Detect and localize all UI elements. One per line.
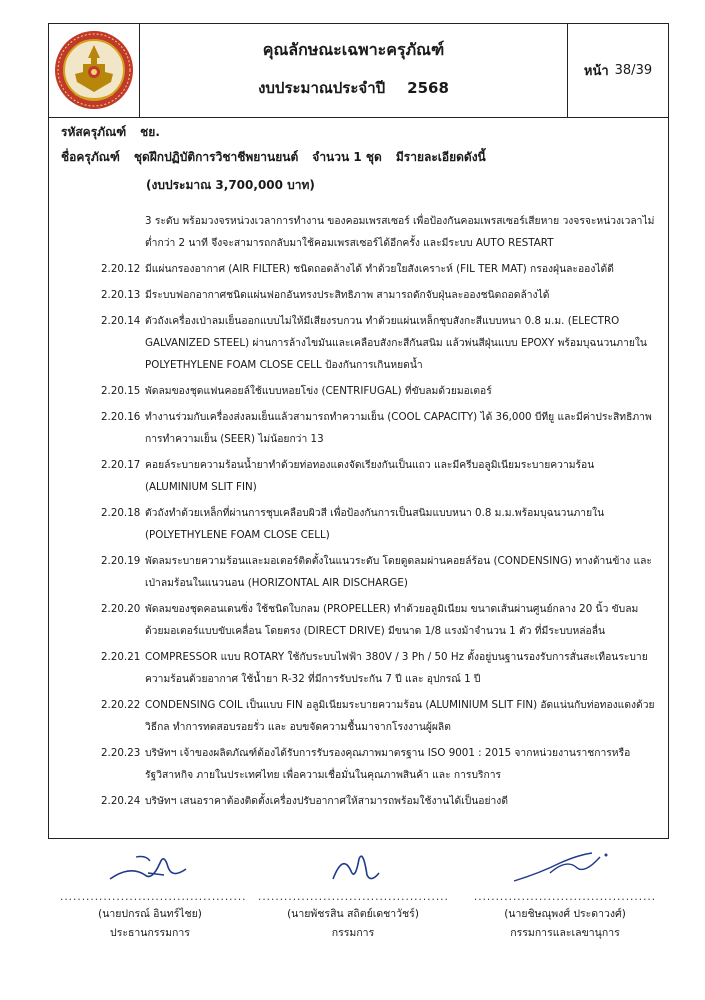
spec-item-text: มีแผ่นกรองอากาศ (AIR FILTER) ชนิดถอดล้างได้ ทำด้วยใยสังเคราะห์ (FIL TER MAT) กรองฝุ่นละอองได้ดี — [145, 263, 614, 275]
spec-item — [49, 742, 668, 786]
spec-item — [49, 598, 668, 642]
page-number-cell — [568, 24, 668, 117]
spec-item-number: 2.20.22 — [101, 699, 141, 711]
spec-item-text: บริษัทฯ เสนอราคาต้องติดตั้งเครื่องปรับอากาศให้สามารถพร้อมใช้งานได้เป็นอย่างดี — [145, 795, 509, 807]
spec-item-text: พัดลมของชุดแฟนคอยล์ใช้แบบหอยโข่ง (CENTRIFUGAL) ที่ขับลมด้วยมอเตอร์ — [145, 385, 492, 397]
logo-cell — [49, 24, 140, 117]
signer-role: ประธานกรรมการ — [110, 927, 190, 939]
spec-item-number: 2.20.18 — [101, 507, 141, 519]
spec-item-text: พัดลมระบายความร้อนและมอเตอร์ติดตั้งในแนวระดับ โดยดูดลมผ่านคอยล์ร้อน (CONDENSING) ทางด้านข้าง และเป่าลมร้อนในแนวนอน (HORIZONTAL AIR DISCHARGE) — [145, 555, 652, 589]
spec-item-number: 2.20.17 — [101, 459, 141, 471]
item-name-line — [61, 148, 486, 167]
budget-year-line — [140, 76, 567, 100]
spec-item-text: มีระบบฟอกอากาศชนิดแผ่นฟอกอันทรงประสิทธิภาพ สามารถดักจับฝุ่นละอองชนิดถอดล้างได้ — [145, 289, 550, 301]
item-code-label: รหัสครุภัณฑ์ — [61, 125, 127, 139]
spec-item-text: พัดลมของชุดคอนเดนซิ่ง ใช้ชนิดใบกลม (PROPELLER) ทำด้วยอลูมิเนียม ขนาดเส้นผ่านศูนย์กลาง 20 นิ้ว ขับลมด้วยมอเตอร์แบบขับเคลื่อน โดยตรง (DIRECT DRIVE) มีขนาด 1/8 แรงม้าจำนวน 1 ตัว ที่มีระบบหล่อลื่น — [145, 603, 639, 637]
signature-line: ........................................... — [60, 891, 247, 903]
signature-icon — [293, 845, 413, 887]
item-quantity: จำนวน 1 ชุด — [312, 150, 382, 164]
signature-icon — [500, 845, 630, 887]
item-name-value: ชุดฝึกปฏิบัติการวิชาชีพยานยนต์ — [133, 150, 299, 164]
signature-block — [258, 845, 448, 941]
spec-item-number: 2.20.13 — [101, 289, 141, 301]
page-label: หน้า — [583, 64, 609, 79]
page-value: 38/39 — [614, 63, 653, 78]
spec-item — [49, 694, 668, 738]
signature-line: ............................................ — [258, 891, 449, 903]
item-code-line — [61, 123, 160, 142]
spec-item-number: 2.20.12 — [101, 263, 141, 275]
details-note: มีรายละเอียดดังนี้ — [395, 150, 486, 164]
spec-item-text: ทำงานร่วมกับเครื่องส่งลมเย็นแล้วสามารถทำความเย็น (COOL CAPACITY) ได้ 36,000 บีทียู และมีค่าประสิทธิภาพการทำความเย็น (SEER) ไม่น้อยกว่า 13 — [145, 411, 652, 445]
signature-block — [60, 845, 247, 941]
spec-item — [49, 380, 668, 402]
spec-item-number: 2.20.21 — [101, 651, 141, 663]
spec-item-number: 2.20.15 — [101, 385, 141, 397]
spec-item-text: CONDENSING COIL เป็นแบบ FIN อลูมิเนียมระบายความร้อน (ALUMINIUM SLIT FIN) อัดแน่นกับท่อทองแดงด้วยวิธีกล ทำการทดสอบรอยรั่ว และ อบขจัดความชื้นมาจากโรงงานผู้ผลิต — [145, 699, 655, 733]
signature-icon — [90, 845, 210, 887]
spec-body — [49, 216, 668, 812]
spec-item — [49, 550, 668, 594]
spec-item — [49, 406, 668, 450]
signature-area — [0, 845, 705, 955]
spec-item — [49, 454, 668, 498]
header-row — [49, 24, 668, 118]
spec-list — [49, 258, 668, 812]
spec-sheet-frame — [48, 23, 669, 839]
spec-item-number: 2.20.14 — [101, 315, 141, 327]
item-name-label: ชื่อครุภัณฑ์ — [61, 150, 120, 164]
document-title: คุณลักษณะเฉพาะครุภัณฑ์ — [262, 40, 445, 59]
signer-name: (นายชิษณุพงศ์ ประดาวงศ์) — [504, 908, 626, 920]
signer-name: (นายพัชรสิน สถิตย์เดชาวัชร์) — [287, 908, 419, 920]
spec-item — [49, 502, 668, 546]
spec-item — [49, 646, 668, 690]
spec-item-text: COMPRESSOR แบบ ROTARY ใช้กับระบบไฟฟ้า 380V / 3 Ph / 50 Hz ตั้งอยู่บนฐานรองรับการสั่นสะเทือนระบายความร้อนด้วยอากาศ ใช้น้ำยา R-32 ที่มีการรับประกัน 7 ปี และ อุปกรณ์ 1 ปี — [145, 651, 648, 685]
budget-year-label: งบประมาณประจำปี — [258, 79, 386, 97]
spec-item — [49, 258, 668, 280]
spec-item-text: บริษัทฯ เจ้าของผลิตภัณฑ์ต้องได้รับการรับรองคุณภาพมาตรฐาน ISO 9001 : 2015 จากหน่วยงานราชการหรือรัฐวิสาหกิจ ภายในประเทศไทย เพื่อความเชื่อมั่นในคุณภาพสินค้า และ การบริการ — [145, 747, 631, 781]
item-code-value: ชย. — [140, 125, 160, 139]
spec-item — [49, 310, 668, 376]
spec-item-number: 2.20.16 — [101, 411, 141, 423]
spec-item-text: ตัวถังทำด้วยเหล็กที่ผ่านการชุบเคลือบผิวสี เพื่อป้องกันการเป็นสนิมแบบหนา 0.8 ม.ม.พร้อมบุฉนวนภายใน (POLYETHYLENE FOAM CLOSE CELL) — [145, 507, 605, 541]
signer-name: (นายปกรณ์ อินทร์ไชย) — [98, 908, 202, 920]
title-cell — [140, 24, 568, 117]
spec-item-text: คอยล์ระบายความร้อนน้ำยาทำด้วยท่อทองแดงจัดเรียงกันเป็นแถว และมีครีบอลูมิเนียมระบายความร้อน (ALUMINIUM SLIT FIN) — [145, 459, 595, 493]
spec-item-number: 2.20.20 — [101, 603, 141, 615]
budget-year-value: 2568 — [407, 79, 449, 97]
intro-paragraph: 3 ระดับ พร้อมวงจรหน่วงเวลาการทำงาน ของคอมเพรสเซอร์ เพื่อป้องกันคอมเพรสเซอร์เสียหาย วงจรจะหน่วงเวลาไม่ต่ำกว่า 2 นาที จึงจะสามารถกลับมาใช้คอมเพรสเซอร์ได้อีกครั้ง และมีระบบ AUTO RESTART — [145, 215, 655, 249]
spec-item-number: 2.20.19 — [101, 555, 141, 567]
item-info — [49, 118, 668, 216]
spec-item-text: ตัวถังเครื่องเป่าลมเย็นออกแบบไม่ให้มีเสียงรบกวน ทำด้วยแผ่นเหล็กชุบสังกะสีแบบหนา 0.8 ม.ม. (ELECTRO GALVANIZED STEEL) ผ่านการล้างไขมันและเคลือบสังกะสีกันสนิม แล้วพ่นสีฝุ่นแบบ EPOXY พร้อมบุฉนวนภายใน POLYETHYLENE FOAM CLOSE CELL ป้องกันการเกินหยดน้ำ — [145, 315, 647, 371]
signer-role: กรรมการ — [331, 927, 375, 939]
seal-logo-icon — [53, 28, 135, 112]
spec-item-number: 2.20.24 — [101, 795, 141, 807]
signer-role: กรรมการและเลขานุการ — [510, 927, 620, 939]
spec-item — [49, 284, 668, 306]
item-budget: (งบประมาณ 3,700,000 บาท) — [146, 178, 315, 192]
signature-line: .......................................... — [473, 891, 657, 903]
signature-block — [470, 845, 660, 941]
spec-item-number: 2.20.23 — [101, 747, 141, 759]
spec-item — [49, 790, 668, 812]
